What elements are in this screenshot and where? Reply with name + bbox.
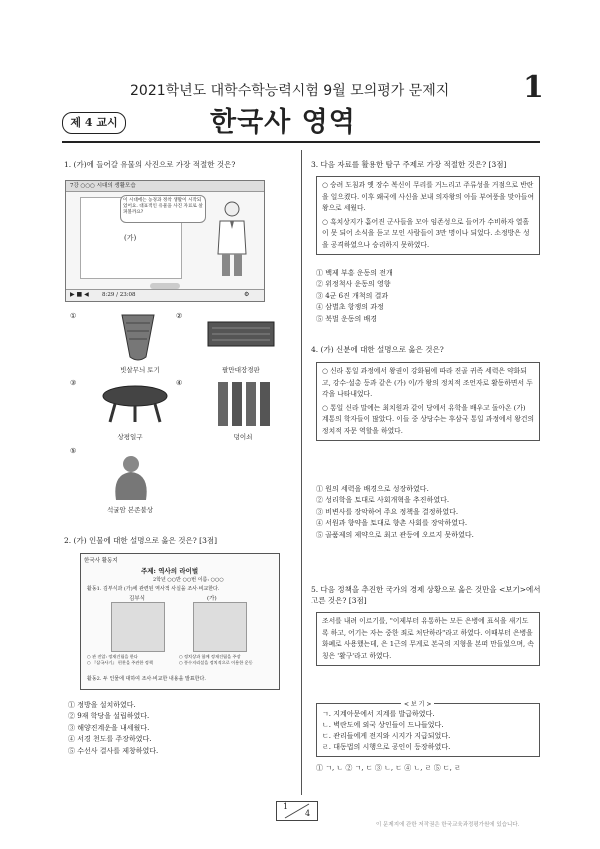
q4-option: ④ 서원과 향약을 토대로 향촌 사회를 장악하였다. — [316, 519, 468, 528]
teacher-figure — [212, 199, 252, 279]
q2-option: ① 정방을 설치하였다. — [68, 701, 136, 709]
note-line: ○ 정치상과 함께 정재건립을 주장 — [179, 654, 241, 659]
q4-options — [316, 484, 541, 541]
video-time: 8:29 / 23:08 — [102, 292, 136, 298]
q3-option: ④ 삼별초 항쟁의 과정 — [316, 303, 384, 312]
q5-stem: 5. 다음 정책을 추진한 국가의 경제 상황으로 옳은 것만을 <보기>에서 고른 것은? [3점] — [311, 585, 541, 605]
q1-option-num: ② — [176, 312, 183, 320]
q5-passage-box: 조서를 내려 이르기를, "이제부터 유통하는 모든 은병에 표식을 새기도록 하고, 어기는 자는 중한 죄로 처단하라"라고 하였다. 이때부터 은병을 화폐로 사용했는데, 은 1근의 무게로 본국의 지형을 본떠 만들었으며, 속칭은 '활구'라고 하였다. — [316, 612, 540, 666]
q5-choice: ㄴ. 벽란도에 외국 상인들이 드나들었다. — [322, 721, 444, 729]
q4-stem: 4. (가) 신분에 대한 설명으로 옳은 것은? — [311, 345, 444, 354]
player-controls — [66, 289, 264, 301]
q1-option-num: ④ — [176, 379, 183, 387]
q5-choice-list — [322, 709, 532, 753]
q3-paragraph: ○ 승려 도침과 옛 장수 복신이 무리를 거느리고 주류성을 거점으로 반란을 일으켰다. 이후 왜국에 사신을 보내 의자왕의 아들 부여풍을 맞아들여 왕으로 세웠다. — [322, 181, 535, 212]
activity-one: 활동1. 김부식과 (가)에 관련된 역사적 사실을 조사·비교한다. — [87, 586, 220, 592]
q3-options — [316, 268, 536, 325]
q2-option: ② 9재 학당을 설립하였다. — [68, 712, 150, 721]
q5-choice: ㄹ. 대동법의 시행으로 공인이 등장하였다. — [322, 743, 451, 751]
exam-title: 2021학년도 대학수학능력시험 9월 모의평가 문제지 — [130, 83, 450, 99]
q1-caption: 상평일구 — [117, 433, 143, 441]
iron-ingots-image — [214, 380, 274, 428]
column-divider — [301, 150, 302, 795]
placeholder-ga: (가) — [124, 234, 137, 242]
q1-caption: 석굴암 본존불상 — [106, 506, 154, 514]
video-title: 7강 ○○○ 시대의 생활모습 — [66, 181, 264, 192]
slash-icon — [277, 802, 317, 820]
page-indicator — [276, 801, 318, 821]
q3-option: ② 위정척사 운동의 영향 — [316, 280, 391, 289]
worksheet-card — [80, 553, 280, 690]
seokguram-buddha-image — [108, 454, 154, 502]
q4-option: ② 성리학을 토대로 사회개혁을 추진하였다. — [316, 496, 450, 505]
q1-caption: 덩이쇠 — [233, 433, 253, 441]
comb-pottery-image — [118, 313, 158, 363]
note-person-two — [179, 654, 275, 666]
q5-answers: ① ㄱ, ㄴ ② ㄱ, ㄷ ③ ㄴ, ㄷ ④ ㄴ, ㄹ ⑤ ㄷ, ㄹ — [316, 764, 461, 772]
page-current: 1 — [283, 802, 289, 811]
woodblock-image — [206, 318, 276, 350]
person-two-name: (가) — [207, 596, 217, 602]
q3-option: ① 백제 부흥 운동의 전개 — [316, 269, 393, 277]
q3-paragraph: ○ 흑치상지가 흩어진 군사들을 모아 임존성으로 들어가 수비하자 열흘이 못 되어 소식을 듣고 모인 사람들이 3만 명이나 되었다. 소정방은 성을 공격하였으나 승리하지 못하였다. — [322, 217, 530, 249]
subject-title: 한국사 영역 — [210, 107, 356, 138]
q2-options — [68, 700, 288, 757]
note-line: ○ 『삼국사기』 편찬을 주관한 정책 — [87, 660, 153, 665]
sundial-image — [100, 382, 170, 424]
video-lecture-frame — [65, 180, 265, 302]
q1-option-num: ③ — [70, 379, 77, 387]
portrait-ga — [193, 602, 247, 652]
q1-option-num: ⑤ — [70, 447, 77, 455]
q3-source-box — [316, 176, 540, 255]
card-topic: 주제: 역사의 라이벌 — [141, 567, 199, 575]
q3-stem: 3. 다음 자료를 활용한 탐구 주제로 가장 적절한 것은? [3점] — [311, 160, 507, 169]
portrait-kim-busik — [111, 602, 165, 652]
person-one-name: 김부식 — [129, 596, 145, 602]
q5-choice: ㄷ. 관리들에게 전지와 시지가 지급되었다. — [322, 732, 451, 740]
card-label: 한국사 활동지 — [84, 558, 118, 564]
settings-icon: ⚙ — [244, 291, 250, 298]
q1-option-num: ① — [70, 312, 77, 320]
note-line: ○ 관 진압: 정재건립을 한다 — [87, 654, 138, 659]
q3-option: ③ 4군 6진 개척의 결과 — [316, 291, 389, 300]
q4-source-box — [316, 362, 540, 441]
q1-caption: 빗살무늬 토기 — [120, 366, 160, 374]
speech-bubble: 이 시대에는 농경과 정착 생활이 시작되었어요. 대표적인 유물을 사진 자료로 살펴볼까요? — [120, 195, 206, 223]
activity-two: 활동2. 두 인물에 대하여 조사·비교한 내용을 발표한다. — [87, 676, 206, 682]
q3-option: ⑤ 북벌 운동의 배경 — [316, 314, 378, 323]
q5-choices-box — [316, 703, 540, 757]
period-badge: 제 4 교시 — [62, 112, 126, 134]
q2-stem: 2. (가) 인물에 대한 설명으로 옳은 것은? [3점] — [64, 536, 218, 545]
note-line: ○ 풍수지리설을 정치적으로 이용한 운동 — [179, 660, 253, 665]
q4-option: ⑤ 골품제의 제약으로 최고 관등에 오르지 못하였다. — [316, 530, 474, 539]
q1-caption: 팔만대장경판 — [222, 366, 260, 374]
copyright-note: 이 문제지에 관한 저작권은 한국교육과정평가원에 있습니다. — [376, 822, 520, 828]
q4-paragraph: ○ 신라 통일 과정에서 왕권이 강화됨에 따라 진골 귀족 세력은 약화되고, 강수·설총 등과 같은 (가) 이/가 왕의 정치적 조언자로 활동하면서 두각을 나타내었다. — [322, 367, 533, 398]
page-number: 1 — [523, 70, 544, 105]
class-line: 2학년 ○○반 ○○번 이름: ○○○ — [153, 577, 224, 583]
q2-option: ③ 해양진계운을 내세웠다. — [68, 723, 150, 732]
q4-option: ① 원의 세력을 배경으로 성장하였다. — [316, 485, 429, 493]
q4-option: ③ 비변사를 장악하여 주요 정책을 결정하였다. — [316, 507, 459, 516]
play-icon: ▶ ■ ◀ — [70, 291, 89, 298]
q5-choice: ㄱ. 지계아문에서 지계를 발급하였다. — [322, 710, 435, 718]
q2-option: ⑤ 수선사 결사를 제창하였다. — [68, 746, 159, 755]
page-total: 4 — [305, 809, 311, 818]
note-person-one — [87, 654, 173, 666]
q4-paragraph: ○ 통일 신라 말에는 최치원과 같이 당에서 유학을 배우고 돌아온 (가) 계통의 학자들이 많았다. 이들 중 상당수는 후삼국 통일 과정에서 왕건의 정치적 자문 역할을 하였다. — [322, 403, 535, 435]
q2-option: ④ 서경 천도를 주장하였다. — [68, 735, 152, 744]
header-rule — [62, 141, 540, 143]
choices-label: < 보 기 > — [401, 699, 434, 708]
q1-stem: 1. (가)에 들어갈 유물의 사진으로 가장 적절한 것은? — [64, 160, 236, 169]
